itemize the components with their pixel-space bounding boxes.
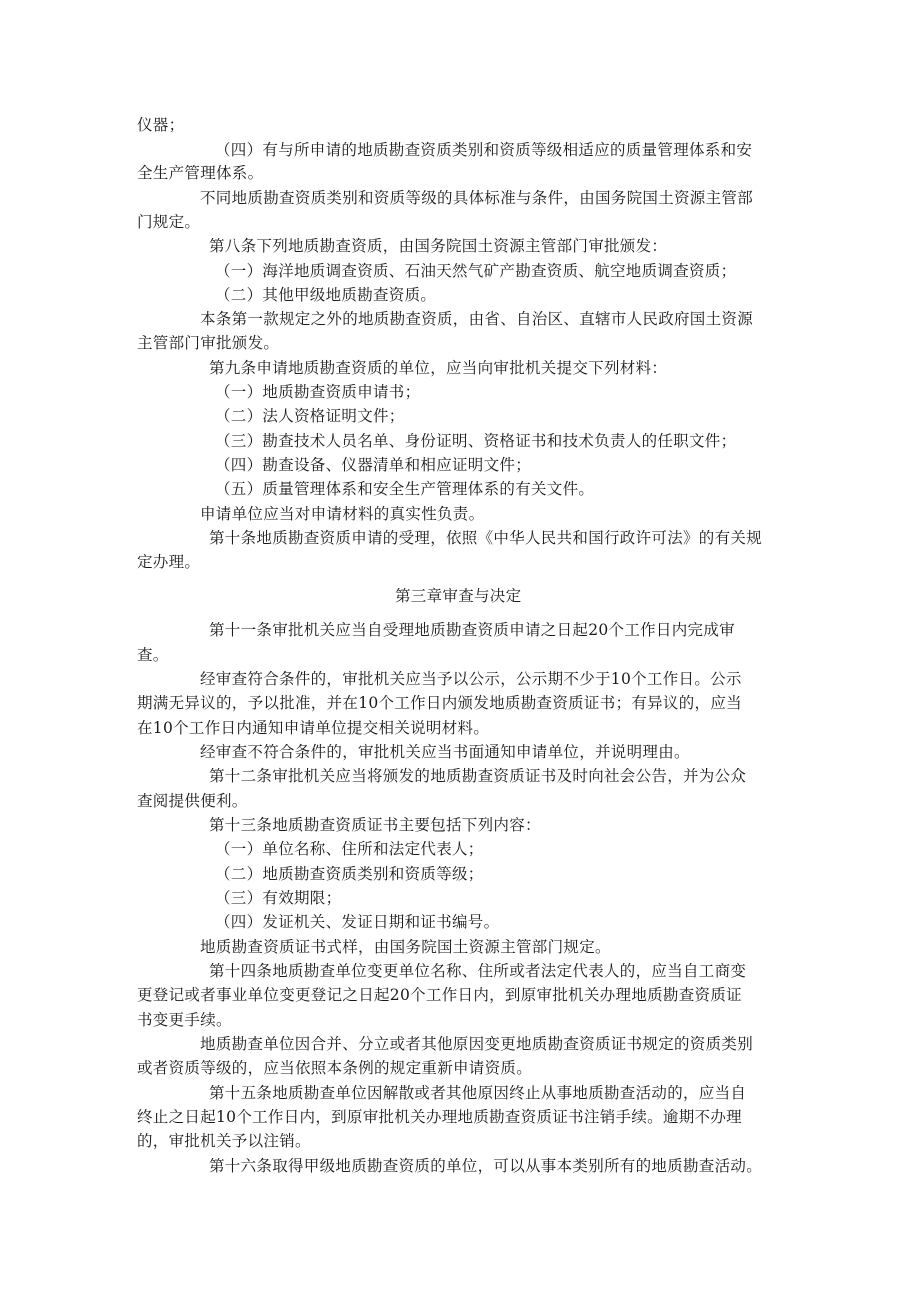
text-line: 查。	[137, 646, 169, 664]
text-line: （一）地质勘查资质申请书；	[215, 383, 421, 401]
text-line: （一）海洋地质调查资质、石油天然气矿产勘查资质、航空地质调查资质；	[215, 262, 737, 280]
text-line: 期满无异议的，予以批准，并在10个工作日内颁发地质勘查资质证书；有异议的，应当	[137, 694, 742, 712]
text-line: 经审查不符合条件的，审批机关应当书面通知申请单位，并说明理由。	[200, 743, 690, 761]
text-line: 申请单位应当对申请材料的真实性负责。	[200, 505, 485, 523]
chapter-heading: 第三章审查与决定	[395, 587, 522, 605]
text-line: （二）其他甲级地质勘查资质。	[215, 286, 437, 304]
text-line: （五）质量管理体系和安全生产管理体系的有关文件。	[215, 480, 595, 498]
text-line: 主管部门审批颁发。	[137, 334, 280, 352]
text-line: 在10个工作日内通知申请单位提交相关说明材料。	[137, 719, 490, 737]
text-line: 经审查符合条件的，审批机关应当予以公示，公示期不少于10个工作日。公示	[200, 670, 742, 688]
text-line: 终止之日起10个工作日内，到原审批机关办理地质勘查资质证书注销手续。逾期不办理	[137, 1108, 742, 1126]
text-line: 更登记或者事业单位变更登记之日起20个工作日内，到原审批机关办理地质勘查资质证	[137, 986, 742, 1004]
text-line: 第十六条取得甲级地质勘查资质的单位，可以从事本类别所有的地质勘查活动。	[209, 1157, 763, 1175]
text-line: （一）单位名称、住所和法定代表人；	[215, 840, 484, 858]
text-line: 本条第一款规定之外的地质勘查资质，由省、自治区、直辖市人民政府国土资源	[200, 310, 754, 328]
text-line: （四）勘查设备、仪器清单和相应证明文件；	[215, 456, 532, 474]
text-line: （四）有与所申请的地质勘查资质类别和资质等级相适应的质量管理体系和安	[215, 141, 753, 159]
text-line: 查阅提供便利。	[137, 792, 248, 810]
text-line: 第十条地质勘查资质申请的受理，依照《中华人民共和国行政许可法》的有关规	[209, 529, 763, 547]
text-line: 第八条下列地质勘查资质，由国务院国土资源主管部门审批颁发：	[209, 237, 668, 255]
text-line: 书变更手续。	[137, 1011, 232, 1029]
text-line: 第十三条地质勘查资质证书主要包括下列内容：	[209, 816, 541, 834]
text-line: 第十一条审批机关应当自受理地质勘查资质申请之日起20个工作日内完成审	[209, 621, 735, 639]
text-line: 第十五条地质勘查单位因解散或者其他原因终止从事地质勘查活动的，应当自	[209, 1084, 747, 1102]
text-line: 全生产管理体系。	[137, 164, 264, 182]
text-line: 地质勘查单位因合并、分立或者其他原因变更地质勘查资质证书规定的资质类别	[200, 1035, 754, 1053]
text-line: （二）地质勘查资质类别和资质等级；	[215, 865, 484, 883]
text-line: （四）发证机关、发证日期和证书编号。	[215, 913, 500, 931]
text-line: 第十四条地质勘查单位变更单位名称、住所或者法定代表人的，应当自工商变	[209, 962, 747, 980]
text-line: （三）有效期限；	[215, 889, 342, 907]
text-line: 定办理。	[137, 553, 201, 571]
text-line: 的，审批机关予以注销。	[137, 1132, 311, 1150]
text-line: 第十二条审批机关应当将颁发的地质勘查资质证书及时向社会公告，并为公众	[209, 767, 747, 785]
text-line: 第九条申请地质勘查资质的单位，应当向审批机关提交下列材料：	[209, 359, 668, 377]
text-line: 或者资质等级的，应当依照本条例的规定重新申请资质。	[137, 1059, 533, 1077]
text-line: 仪器；	[137, 116, 185, 134]
text-line: 不同地质勘查资质类别和资质等级的具体标准与条件，由国务院国土资源主管部	[200, 189, 754, 207]
text-line: （三）勘查技术人员名单、身份证明、资格证书和技术负责人的任职文件；	[215, 432, 737, 450]
text-line: 门规定。	[137, 213, 201, 231]
text-line: （二）法人资格证明文件；	[215, 407, 405, 425]
text-line: 地质勘查资质证书式样，由国务院国土资源主管部门规定。	[200, 938, 611, 956]
